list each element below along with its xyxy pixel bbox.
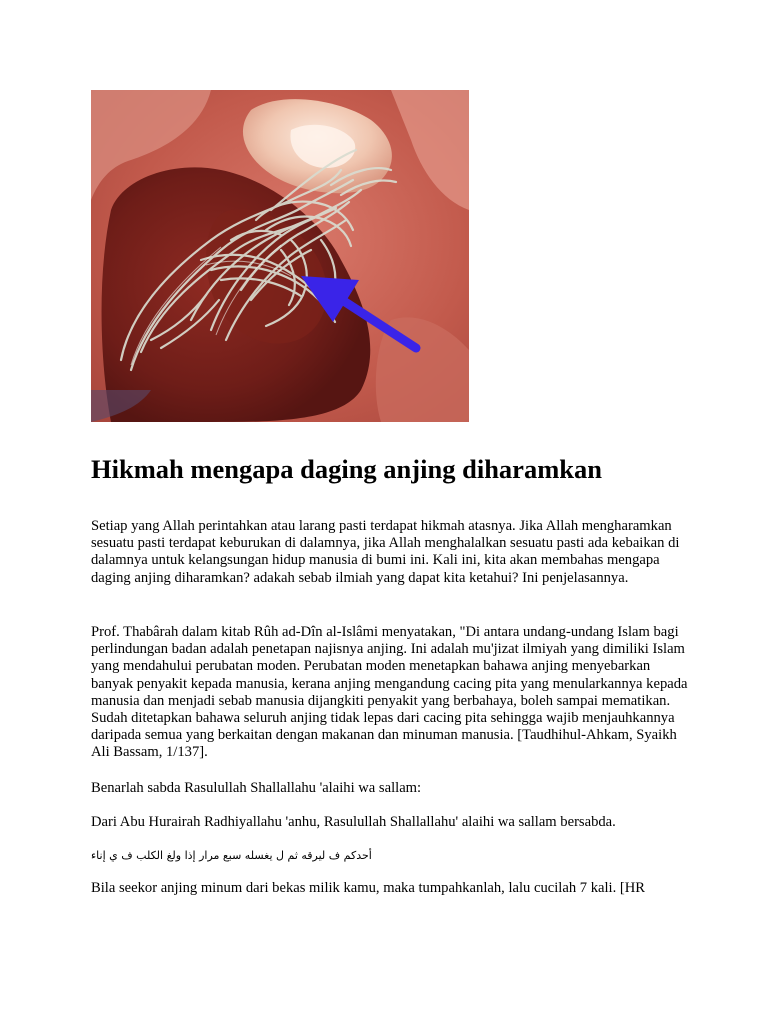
article-title: Hikmah mengapa daging anjing diharamkan xyxy=(91,454,602,484)
parasitic-worms-photo xyxy=(91,90,469,422)
arabic-hadith-text: أحدكم ف ليرقه ثم ل يغسله سبع مرار إذا ولغ الكلب ف ي إناء xyxy=(91,849,372,862)
paragraph-quote: Prof. Thabârah dalam kitab Rûh ad-Dîn al-Islâmi menyatakan, "Di antara undang-undang Islam bagi perlindungan badan adalah penetapan najisnya anjing. Ini adalah mu'jizat ilmiyah yang dimiliki Islam yang mendahului perubatan moden. Perubatan moden menetapkan bahawa anjing menyebarkan banyak penyakit kepada manusia, kerana anjing mengandung cacing pita yang menularkannya kepada manusia dan menjadi sebab manusia dijangkiti penyakit yang berbahaya, boleh sampai mematikan. Sudah ditetapkan bahawa seluruh anjing tidak lepas dari cacing pita sehingga wajib menjauhkannya daripada semua yang berkaitan dengan makanan dan minuman manusia. [Taudhihul-Ahkam, Syaikh Ali Bassam, 1/137]. xyxy=(91,624,688,761)
paragraph-intro: Setiap yang Allah perintahkan atau larang pasti terdapat hikmah atasnya. Jika Allah mengharamkan sesuatu pasti terdapat keburukan di dalamnya, jika Allah menghalalkan sesuatu pasti ada kebaikan di dalamnya untuk kelangsungan hidup manusia di bumi ini. Kali ini, kita akan membahas mengapa daging anjing diharamkan? adakah sebab ilmiah yang dapat kita ketahui? Ini penjelasannya. xyxy=(91,518,680,586)
paragraph-narration: Dari Abu Hurairah Radhiyallahu 'anhu, Rasulullah Shallallahu' alaihi wa sallam bersabda. xyxy=(91,814,616,830)
paragraph-translation: Bila seekor anjing minum dari bekas milik kamu, maka tumpahkanlah, lalu cucilah 7 kali. [HR xyxy=(91,880,646,896)
paragraph-hadith-intro: Benarlah sabda Rasulullah Shallallahu 'alaihi wa sallam: xyxy=(91,780,422,796)
